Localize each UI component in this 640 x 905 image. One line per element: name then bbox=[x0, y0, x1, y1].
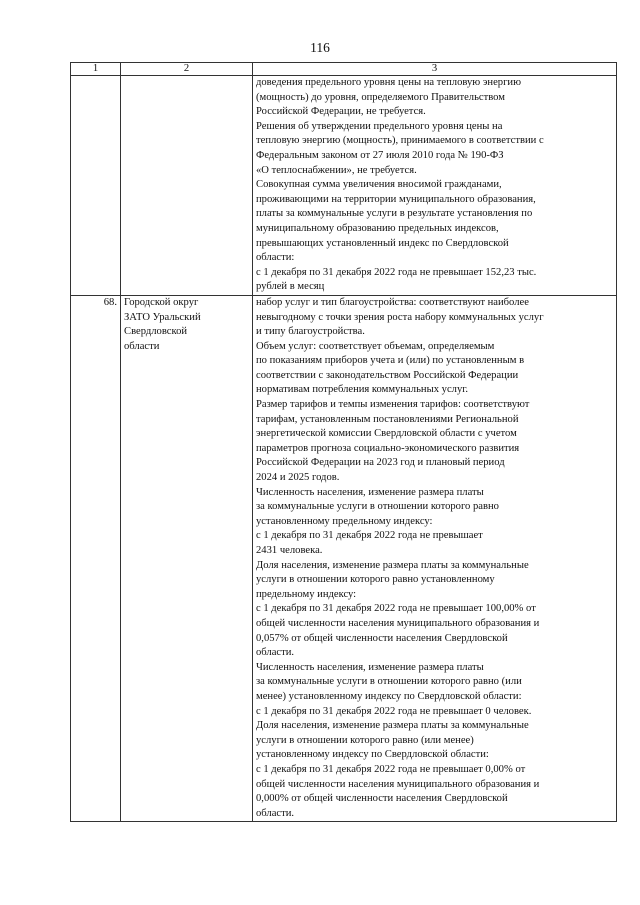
description-line: превышающих установленный индекс по Свердловской bbox=[256, 237, 509, 249]
description-line: невыгодному с точки зрения роста набору коммунальных услуг bbox=[256, 311, 544, 323]
description-line: соответствии с законодательством Российской Федерации bbox=[256, 369, 519, 381]
description-line: Доля населения, изменение размера платы за коммунальные bbox=[256, 559, 529, 571]
description-line: 0,000% от общей численности населения Свердловской bbox=[256, 793, 508, 805]
description-line: 0,057% от общей численности населения Свердловской bbox=[256, 632, 508, 644]
description-line: за коммунальные услуги в отношении которого равно bbox=[256, 501, 499, 513]
description-line: с 1 декабря по 31 декабря 2022 года не превышает 0,00% от bbox=[256, 763, 526, 775]
description-line: с 1 декабря по 31 декабря 2022 года не превышает bbox=[256, 530, 483, 542]
description-line: Размер тарифов и темпы изменения тарифов: соответствуют bbox=[256, 399, 530, 411]
description-line: предельному индексу: bbox=[256, 588, 357, 600]
description-line: параметров прогноза социально-экономического развития bbox=[256, 442, 520, 454]
municipality-cell bbox=[121, 76, 253, 296]
description-line: энергетической комиссии Свердловской области с учетом bbox=[256, 428, 517, 440]
description-line: Доля населения, изменение размера платы за коммунальные bbox=[256, 720, 529, 732]
description-line: Совокупная сумма увеличения вносимой гражданами, bbox=[256, 179, 502, 191]
description-line: (мощность) до уровня, определяемого Правительством bbox=[256, 91, 505, 103]
table-row bbox=[71, 295, 617, 821]
description-line: муниципальному образованию предельных индексов, bbox=[256, 222, 499, 234]
description-line: Объем услуг: соответствует объемам, определяемым bbox=[256, 340, 495, 352]
description-line: области. bbox=[256, 647, 295, 659]
description-line: 2431 человека. bbox=[256, 545, 323, 556]
description-line: за коммунальные услуги в отношении которого равно (или bbox=[256, 676, 522, 688]
description-line: Федеральным законом от 27 июля 2010 года № 190-ФЗ bbox=[256, 149, 504, 161]
description-line: проживающими на территории муниципального образования, bbox=[256, 193, 536, 205]
description-line: общей численности населения муниципального образования и bbox=[256, 617, 540, 629]
page-number: 116 bbox=[310, 40, 330, 55]
description-line: «О теплоснабжении», не требуется. bbox=[256, 164, 417, 176]
description-line: с 1 декабря по 31 декабря 2022 года не превышает 0 человек. bbox=[256, 705, 532, 717]
municipality-name-line: области bbox=[124, 340, 160, 352]
description-cell bbox=[253, 295, 617, 821]
description-line: тарифам, установленным постановлениями Региональной bbox=[256, 413, 519, 425]
description-line: тепловую энергию (мощность), принимаемого в соответствии с bbox=[256, 135, 544, 147]
description-line: области. bbox=[256, 807, 295, 819]
column-header: 3 bbox=[253, 63, 617, 76]
description-line: установленному индексу по Свердловской области: bbox=[256, 749, 489, 761]
description-line: услуги в отношении которого равно (или менее) bbox=[256, 734, 474, 746]
description-line: нормативам потребления коммунальных услуг. bbox=[256, 384, 469, 396]
municipality-cell bbox=[121, 295, 253, 821]
description-line: Российской Федерации, не требуется. bbox=[256, 106, 426, 118]
description-cell bbox=[253, 76, 617, 296]
municipality-name-line: Свердловской bbox=[124, 326, 188, 338]
row-number-cell: 68. bbox=[71, 295, 121, 821]
description-line: набор услуг и тип благоустройства: соответствуют наиболее bbox=[256, 296, 529, 308]
description-line: 2024 и 2025 годов. bbox=[256, 472, 340, 484]
description-line: Численность населения, изменение размера платы bbox=[256, 661, 484, 673]
description-line: платы за коммунальные услуги в результате установления по bbox=[256, 208, 533, 220]
table-header-row bbox=[71, 63, 617, 76]
description-line: с 1 декабря по 31 декабря 2022 года не превышает 152,23 тыс. bbox=[256, 266, 537, 278]
municipality-name-line: Городской округ bbox=[124, 296, 199, 308]
column-header: 2 bbox=[121, 63, 253, 76]
document-table bbox=[70, 62, 617, 822]
row-number-cell bbox=[71, 76, 121, 296]
municipality-name-line: ЗАТО Уральский bbox=[124, 311, 201, 323]
description-line: и типу благоустройства. bbox=[256, 326, 365, 338]
description-line: общей численности населения муниципального образования и bbox=[256, 778, 540, 790]
description-line: области: bbox=[256, 252, 295, 264]
description-line: Численность населения, изменение размера платы bbox=[256, 486, 484, 498]
description-line: с 1 декабря по 31 декабря 2022 года не превышает 100,00% от bbox=[256, 603, 536, 615]
column-header: 1 bbox=[71, 63, 121, 76]
description-line: рублей в месяц bbox=[256, 281, 325, 293]
description-line: по показаниям приборов учета и (или) по установленным в bbox=[256, 355, 525, 367]
description-line: Решения об утверждении предельного уровня цены на bbox=[256, 120, 503, 132]
table-row bbox=[71, 76, 617, 296]
description-line: менее) установленному индексу по Свердловской области: bbox=[256, 690, 522, 702]
description-line: установленному предельному индексу: bbox=[256, 515, 433, 527]
description-line: доведения предельного уровня цены на тепловую энергию bbox=[256, 77, 522, 88]
table-body bbox=[71, 76, 617, 822]
description-line: Российской Федерации на 2023 год и плановый период bbox=[256, 457, 505, 469]
description-line: услуги в отношении которого равно установленному bbox=[256, 574, 495, 586]
